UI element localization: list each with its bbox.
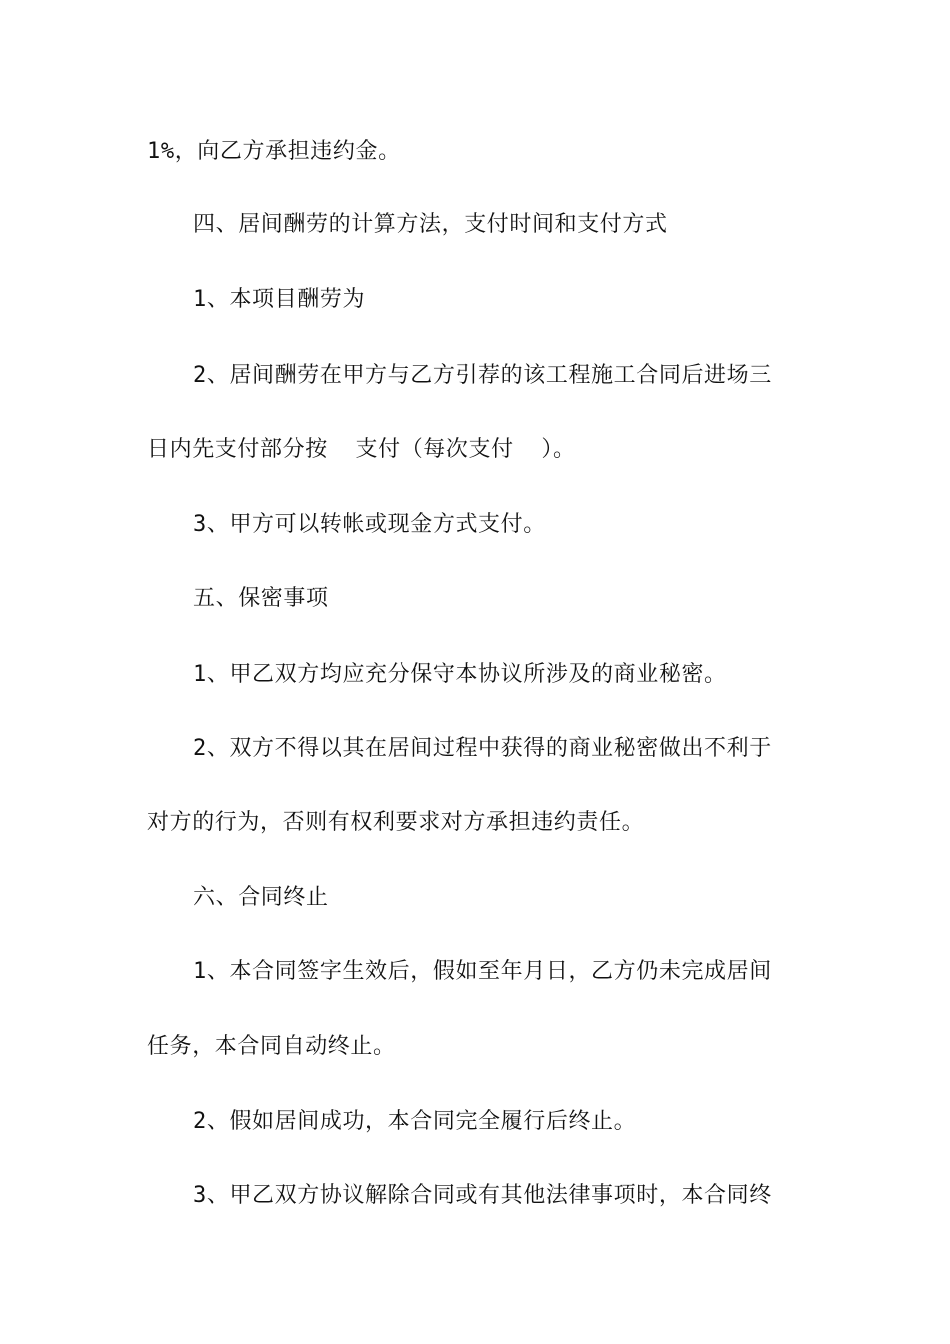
- clause-confidentiality-2-continuation: 对方的行为，否则有权利要求对方承担违约责任。: [147, 810, 645, 835]
- clause-payment-method: 3、甲方可以转帐或现金方式支付。: [193, 512, 546, 537]
- clause-confidentiality-1: 1、甲乙双方均应充分保守本协议所涉及的商业秘密。: [193, 662, 727, 687]
- section-heading-termination: 六、合同终止: [193, 885, 329, 910]
- clause-termination-1-continuation: 任务，本合同自动终止。: [147, 1034, 396, 1059]
- clause-termination-3: 3、甲乙双方协议解除合同或有其他法律事项时，本合同终: [193, 1183, 772, 1208]
- clause-remuneration-timing-continuation: 日内先支付部分按 支付（每次支付 ）。: [147, 437, 576, 462]
- clause-termination-1: 1、本合同签字生效后，假如至年月日，乙方仍未完成居间: [193, 959, 772, 984]
- clause-termination-2: 2、假如居间成功，本合同完全履行后终止。: [193, 1109, 637, 1134]
- clause-remuneration-amount: 1、本项目酬劳为: [193, 287, 366, 312]
- clause-remuneration-timing: 2、居间酬劳在甲方与乙方引荐的该工程施工合同后进场三: [193, 363, 772, 388]
- section-heading-remuneration: 四、居间酬劳的计算方法，支付时间和支付方式: [193, 212, 668, 237]
- text-line-penalty-continuation: 1%，向乙方承担违约金。: [147, 139, 401, 164]
- clause-confidentiality-2: 2、双方不得以其在居间过程中获得的商业秘密做出不利于: [193, 736, 772, 761]
- section-heading-confidentiality: 五、保密事项: [193, 586, 329, 611]
